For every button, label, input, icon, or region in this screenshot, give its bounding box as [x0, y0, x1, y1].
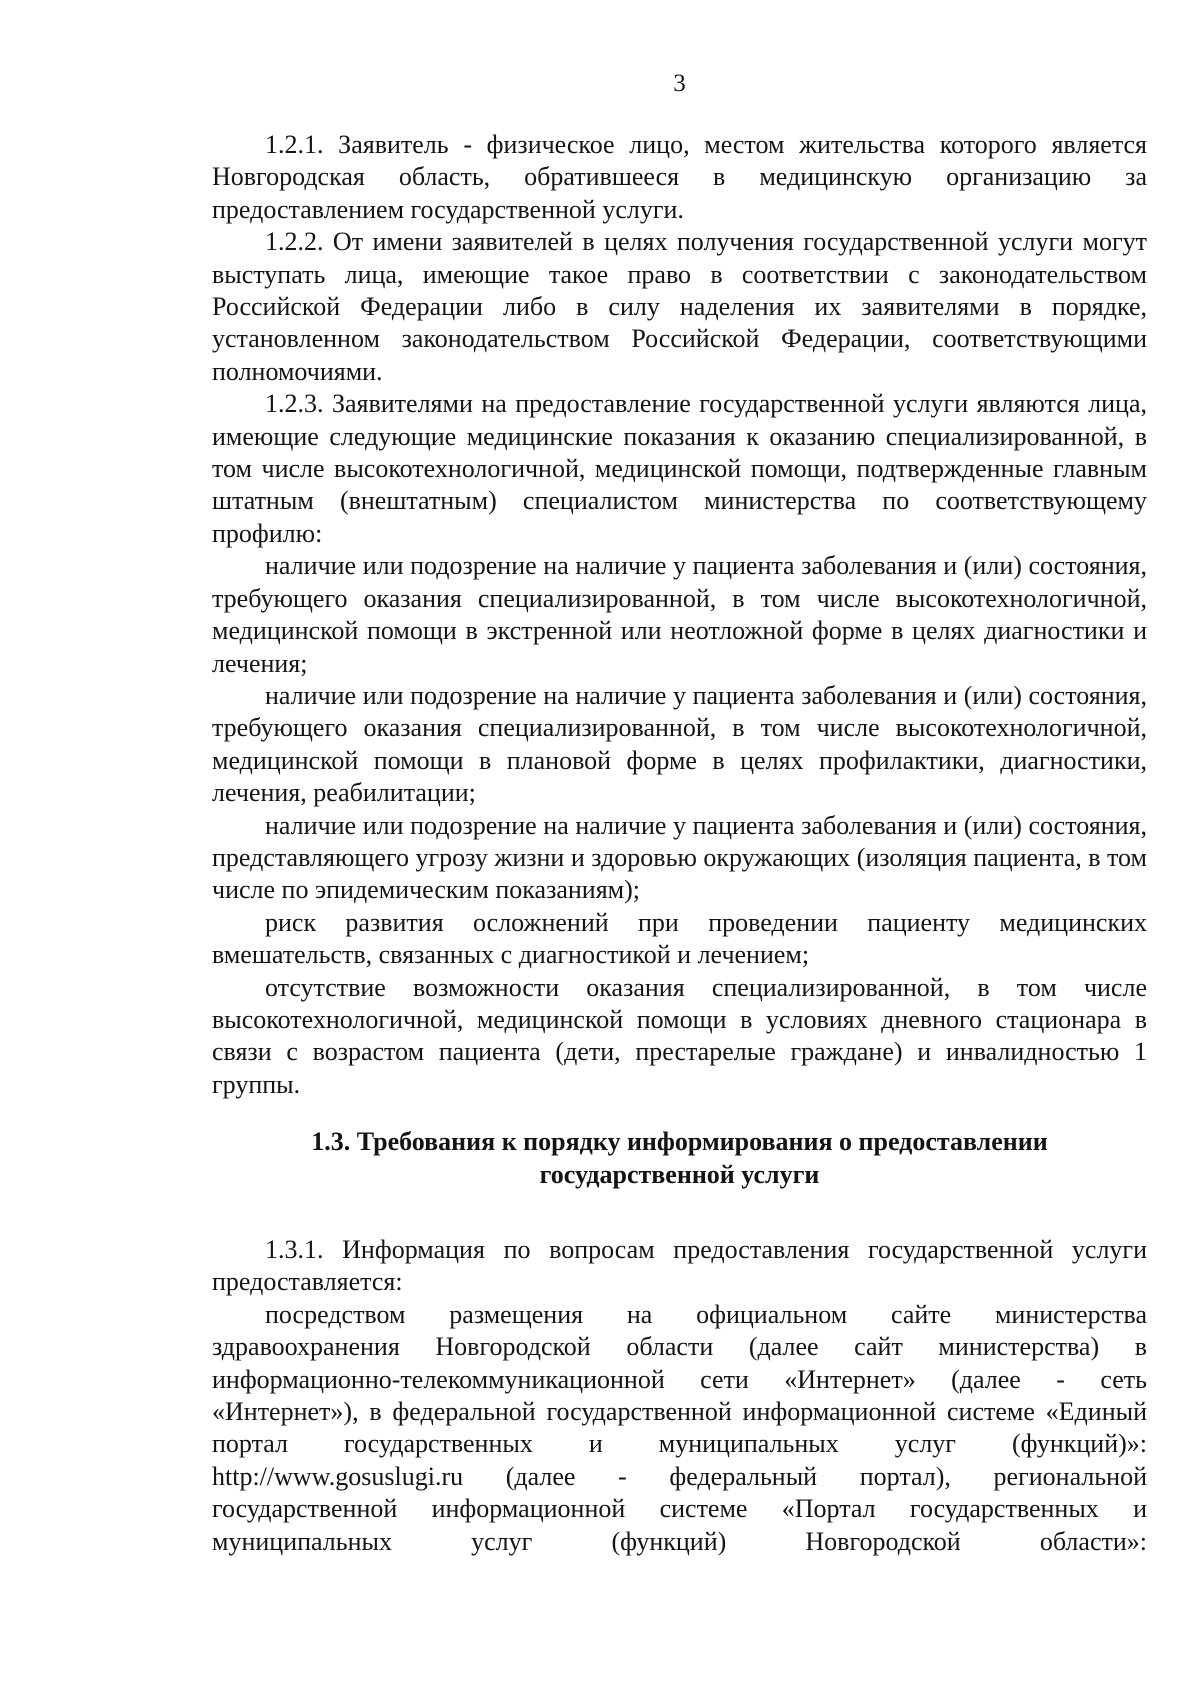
- list-item: наличие или подозрение на наличие у пациента заболевания и (или) состояния, требующего оказания специализированной, в том числе высокотехнологичной, медицинской помощи в экстренной или неотложной форме в целях диагностики и лечения;: [212, 551, 1147, 678]
- list-item: отсутствие возможности оказания специализированной, в том числе высокотехнологичной, медицинской помощи в условиях дневного стационара в связи с возрастом пациента (дети, престарелые граждане) и инвалидностью 1 группы.: [212, 972, 1147, 1099]
- paragraph-1-2-3: 1.2.3. Заявителями на предоставление государственной услуги являются лица, имеющие следующие медицинские показания к оказанию специализированной, в том числе высокотехнологичной, медицинской помощи, подтвержденные главным штатным (внештатным) специалистом министерства по соответствующему профилю:: [212, 389, 1147, 548]
- section-text: [212, 1234, 1147, 1558]
- paragraph-1-2-1: 1.2.1. Заявитель - физическое лицо, местом жительства которого является Новгородская область, обратившееся в медицинскую организацию за предоставлением государственной услуги.: [212, 130, 1147, 224]
- list-item: наличие или подозрение на наличие у пациента заболевания и (или) состояния, представляющего угрозу жизни и здоровью окружающих (изоляция пациента, в том числе по эпидемическим показаниям);: [212, 810, 1147, 905]
- list-item: посредством размещения на официальном сайте министерства здравоохранения Новгородской области (далее сайт министерства) в информационно-телекоммуникационной сети «Интернет» (далее - сеть «Интернет»), в федеральной государственной информационной системе «Единый портал государственных и муниципальных услуг (функций)»: http://www.gosuslugi.ru (далее - федеральный портал), региональной государственной информационной системе «Портал государственных и муниципальных услуг (функций) Новгородской области»:: [212, 1299, 1147, 1556]
- paragraph-1-3-1: 1.3.1. Информация по вопросам предоставления государственной услуги предоставляется:: [212, 1235, 1147, 1297]
- page-number: 3: [673, 70, 686, 97]
- section-heading-line-1: 1.3. Требования к порядку информирования о предоставлении: [311, 1127, 1048, 1156]
- section-heading: [212, 1125, 1147, 1191]
- list-item: риск развития осложнений при проведении пациенту медицинских вмешательств, связанных с диагностикой и лечением;: [212, 907, 1147, 970]
- paragraph-1-2-2: 1.2.2. От имени заявителей в целях получения государственной услуги могут выступать лица, имеющие такое право в соответствии с законодательством Российской Федерации либо в силу наделения их заявителями в порядке, установленном законодательством Российской Федерации, соответствующими полномочиями.: [212, 227, 1147, 386]
- section-heading-line-2: государственной услуги: [539, 1160, 820, 1189]
- body-text: [212, 129, 1147, 1101]
- list-item: наличие или подозрение на наличие у пациента заболевания и (или) состояния, требующего оказания специализированной, в том числе высокотехнологичной, медицинской помощи в плановой форме в целях профилактики, диагностики, лечения, реабилитации;: [212, 680, 1147, 808]
